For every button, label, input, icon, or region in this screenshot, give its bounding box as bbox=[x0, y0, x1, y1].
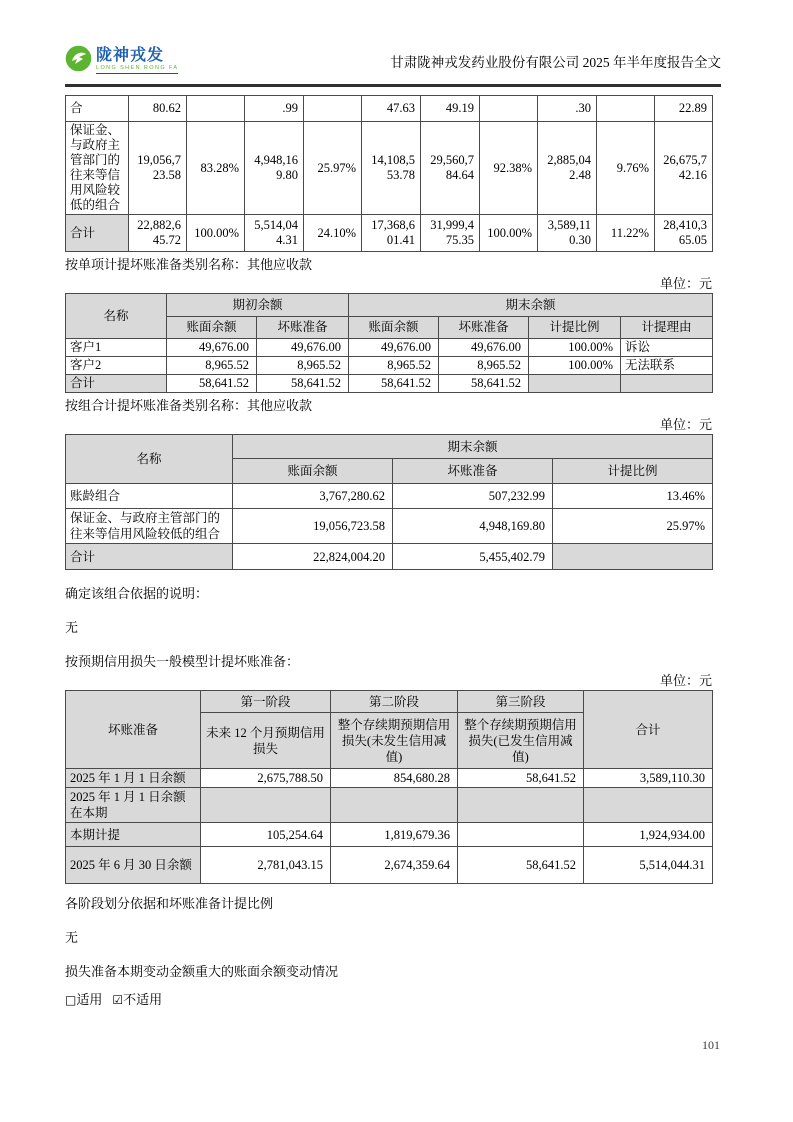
note-stage-title: 各阶段划分依据和坏账准备计提比例 bbox=[65, 896, 274, 911]
cell bbox=[187, 96, 245, 122]
cell: 19,056,723.58 bbox=[129, 122, 187, 215]
table-row bbox=[66, 122, 713, 215]
cell bbox=[458, 823, 584, 847]
cell bbox=[553, 544, 713, 570]
cell: 1,819,679.36 bbox=[331, 823, 458, 847]
cell: 507,232.99 bbox=[393, 484, 553, 509]
cell: 105,254.64 bbox=[201, 823, 331, 847]
header-total: 合计 bbox=[584, 691, 713, 769]
cell: 80.62 bbox=[129, 96, 187, 122]
header-bad-debt: 坏账准备 bbox=[66, 691, 201, 769]
cell: 4,948,169.80 bbox=[245, 122, 304, 215]
not-applicable-label: 不适用 bbox=[123, 992, 163, 1007]
table-total-row bbox=[66, 544, 713, 570]
subheader-ratio: 计提比例 bbox=[529, 317, 621, 339]
cell: 24.10% bbox=[304, 215, 362, 252]
cell: 5,514,044.31 bbox=[584, 847, 713, 884]
cell: 22,824,004.20 bbox=[233, 544, 393, 570]
table-row bbox=[66, 788, 713, 823]
applicability-line bbox=[65, 989, 712, 1008]
row-label: 账龄组合 bbox=[66, 484, 233, 509]
cell: .30 bbox=[538, 96, 597, 122]
cell: 25.97% bbox=[304, 122, 362, 215]
cell: 100.00% bbox=[529, 339, 621, 357]
subheader-book-balance: 账面余额 bbox=[349, 317, 439, 339]
header-ending-balance: 期末余额 bbox=[349, 294, 713, 317]
cell: 49,676.00 bbox=[167, 339, 257, 357]
cell: 25.97% bbox=[553, 509, 713, 544]
header-ending-balance: 期末余额 bbox=[233, 435, 713, 459]
header-stage1: 第一阶段 bbox=[201, 691, 331, 713]
subheader-ratio: 计提比例 bbox=[553, 459, 713, 484]
row-label: 本期计提 bbox=[66, 823, 201, 847]
table-total-row bbox=[66, 375, 713, 393]
cell: 2,781,043.15 bbox=[201, 847, 331, 884]
cell bbox=[597, 96, 655, 122]
none-text: 无 bbox=[65, 930, 79, 945]
cell: 854,680.28 bbox=[331, 769, 458, 788]
cell: 诉讼 bbox=[621, 339, 713, 357]
note-basis-title: 确定该组合依据的说明： bbox=[65, 586, 209, 601]
cell bbox=[621, 375, 713, 393]
cell: 无法联系 bbox=[621, 357, 713, 375]
note-ecl-title: 按预期信用损失一般模型计提坏账准备： bbox=[65, 654, 300, 669]
subheader-reason: 计提理由 bbox=[621, 317, 713, 339]
row-label: 2025 年 1 月 1 日余额在本期 bbox=[66, 788, 201, 823]
report-title: 甘肃陇神戎发药业股份有限公司 2025 年半年度报告全文 bbox=[390, 55, 721, 70]
cell bbox=[584, 788, 713, 823]
cell bbox=[458, 788, 584, 823]
cell: 8,965.52 bbox=[349, 357, 439, 375]
cell: 22.89 bbox=[655, 96, 713, 122]
cell: 58,641.52 bbox=[439, 375, 529, 393]
company-logo bbox=[65, 45, 178, 77]
subheader-stage1: 未来 12 个月预期信用损失 bbox=[201, 713, 331, 769]
cell: 49,676.00 bbox=[439, 339, 529, 357]
note-by-item: 按单项计提坏账准备类别名称：其他应收款 bbox=[65, 257, 313, 272]
checkbox-checked-icon: ☑ bbox=[112, 993, 124, 1007]
cell: 83.28% bbox=[187, 122, 245, 215]
applicable-label: 适用 bbox=[76, 992, 103, 1007]
table-row bbox=[66, 509, 713, 544]
cell: 2,675,788.50 bbox=[201, 769, 331, 788]
cell: 49.19 bbox=[421, 96, 480, 122]
cell: 3,767,280.62 bbox=[233, 484, 393, 509]
cell bbox=[304, 96, 362, 122]
company-name-cn: 陇神戎发 bbox=[96, 47, 165, 65]
row-label: 保证金、与政府主管部门的往来等信用风险较低的组合 bbox=[66, 122, 129, 215]
not-applicable-option bbox=[112, 989, 162, 1008]
cell: 92.38% bbox=[480, 122, 538, 215]
unit-label: 单位：元 bbox=[659, 276, 712, 291]
logo-bird-icon bbox=[65, 45, 92, 77]
table-header-row bbox=[66, 435, 713, 459]
table-row bbox=[66, 823, 713, 847]
cell bbox=[331, 788, 458, 823]
cell: 58,641.52 bbox=[458, 769, 584, 788]
row-label: 合计 bbox=[66, 544, 233, 570]
cell: 58,641.52 bbox=[349, 375, 439, 393]
note-change-title: 损失准备本期变动金额重大的账面余额变动情况 bbox=[65, 964, 339, 979]
cell: 14,108,553.78 bbox=[362, 122, 421, 215]
applicable-option bbox=[65, 989, 102, 1008]
cell: 17,368,601.41 bbox=[362, 215, 421, 252]
cell: 8,965.52 bbox=[167, 357, 257, 375]
cell: 58,641.52 bbox=[257, 375, 349, 393]
cell bbox=[529, 375, 621, 393]
table-row bbox=[66, 339, 713, 357]
ecl-stage-table bbox=[65, 690, 713, 884]
row-label: 合 bbox=[66, 96, 129, 122]
cell: 100.00% bbox=[480, 215, 538, 252]
table-row bbox=[66, 847, 713, 884]
individual-provision-table bbox=[65, 293, 713, 393]
header-name: 名称 bbox=[66, 294, 167, 339]
cell: 3,589,110.30 bbox=[538, 215, 597, 252]
header-stage2: 第二阶段 bbox=[331, 691, 458, 713]
cell bbox=[480, 96, 538, 122]
header-beginning-balance: 期初余额 bbox=[167, 294, 349, 317]
cell: 47.63 bbox=[362, 96, 421, 122]
group-provision-table bbox=[65, 434, 713, 570]
cell: 19,056,723.58 bbox=[233, 509, 393, 544]
cell: 11.22% bbox=[597, 215, 655, 252]
cell: 58,641.52 bbox=[458, 847, 584, 884]
row-label: 合计 bbox=[66, 375, 167, 393]
cell: 22,882,645.72 bbox=[129, 215, 187, 252]
logo-text bbox=[96, 48, 178, 74]
cell: 58,641.52 bbox=[167, 375, 257, 393]
unit-label: 单位：元 bbox=[659, 417, 712, 432]
cell: 9.76% bbox=[597, 122, 655, 215]
cell: 5,455,402.79 bbox=[393, 544, 553, 570]
header-stage3: 第三阶段 bbox=[458, 691, 584, 713]
subheader-stage2: 整个存续期预期信用损失(未发生信用减值) bbox=[331, 713, 458, 769]
bad-debt-combination-continuation-table bbox=[65, 95, 713, 252]
cell: 28,410,365.05 bbox=[655, 215, 713, 252]
none-text: 无 bbox=[65, 620, 79, 635]
company-name-en: LONG SHEN RONG FA bbox=[96, 66, 178, 74]
subheader-book-balance: 账面余额 bbox=[167, 317, 257, 339]
subheader-bad-debt: 坏账准备 bbox=[393, 459, 553, 484]
cell bbox=[201, 788, 331, 823]
cell: 49,676.00 bbox=[349, 339, 439, 357]
cell: 26,675,742.16 bbox=[655, 122, 713, 215]
row-label: 客户1 bbox=[66, 339, 167, 357]
cell: 2,885,042.48 bbox=[538, 122, 597, 215]
row-label: 客户2 bbox=[66, 357, 167, 375]
subheader-bad-debt: 坏账准备 bbox=[257, 317, 349, 339]
cell: 1,924,934.00 bbox=[584, 823, 713, 847]
subheader-bad-debt: 坏账准备 bbox=[439, 317, 529, 339]
table-row bbox=[66, 484, 713, 509]
table-row bbox=[66, 96, 713, 122]
cell: 100.00% bbox=[529, 357, 621, 375]
cell: 3,589,110.30 bbox=[584, 769, 713, 788]
row-label: 2025 年 1 月 1 日余额 bbox=[66, 769, 201, 788]
cell: 2,674,359.64 bbox=[331, 847, 458, 884]
cell: 4,948,169.80 bbox=[393, 509, 553, 544]
cell: 8,965.52 bbox=[257, 357, 349, 375]
checkbox-unchecked-icon: □ bbox=[65, 993, 77, 1007]
table-total-row bbox=[66, 215, 713, 252]
table-header-row bbox=[66, 294, 713, 317]
cell: 8,965.52 bbox=[439, 357, 529, 375]
note-by-group: 按组合计提坏账准备类别名称：其他应收款 bbox=[65, 398, 313, 413]
cell: 31,999,475.35 bbox=[421, 215, 480, 252]
cell: 49,676.00 bbox=[257, 339, 349, 357]
subheader-stage3: 整个存续期预期信用损失(已发生信用减值) bbox=[458, 713, 584, 769]
cell: 13.46% bbox=[553, 484, 713, 509]
unit-label: 单位：元 bbox=[659, 673, 712, 688]
header-name: 名称 bbox=[66, 435, 233, 484]
table-row bbox=[66, 357, 713, 375]
subheader-book-balance: 账面余额 bbox=[233, 459, 393, 484]
table-header-row bbox=[66, 691, 713, 713]
cell: 100.00% bbox=[187, 215, 245, 252]
cell: .99 bbox=[245, 96, 304, 122]
row-label: 2025 年 6 月 30 日余额 bbox=[66, 847, 201, 884]
row-label: 合计 bbox=[66, 215, 129, 252]
table-row bbox=[66, 769, 713, 788]
cell: 29,560,784.64 bbox=[421, 122, 480, 215]
page-content bbox=[65, 95, 712, 1008]
page-header bbox=[65, 45, 721, 87]
cell: 5,514,044.31 bbox=[245, 215, 304, 252]
row-label: 保证金、与政府主管部门的往来等信用风险较低的组合 bbox=[66, 509, 233, 544]
page-number: 101 bbox=[702, 1038, 720, 1052]
